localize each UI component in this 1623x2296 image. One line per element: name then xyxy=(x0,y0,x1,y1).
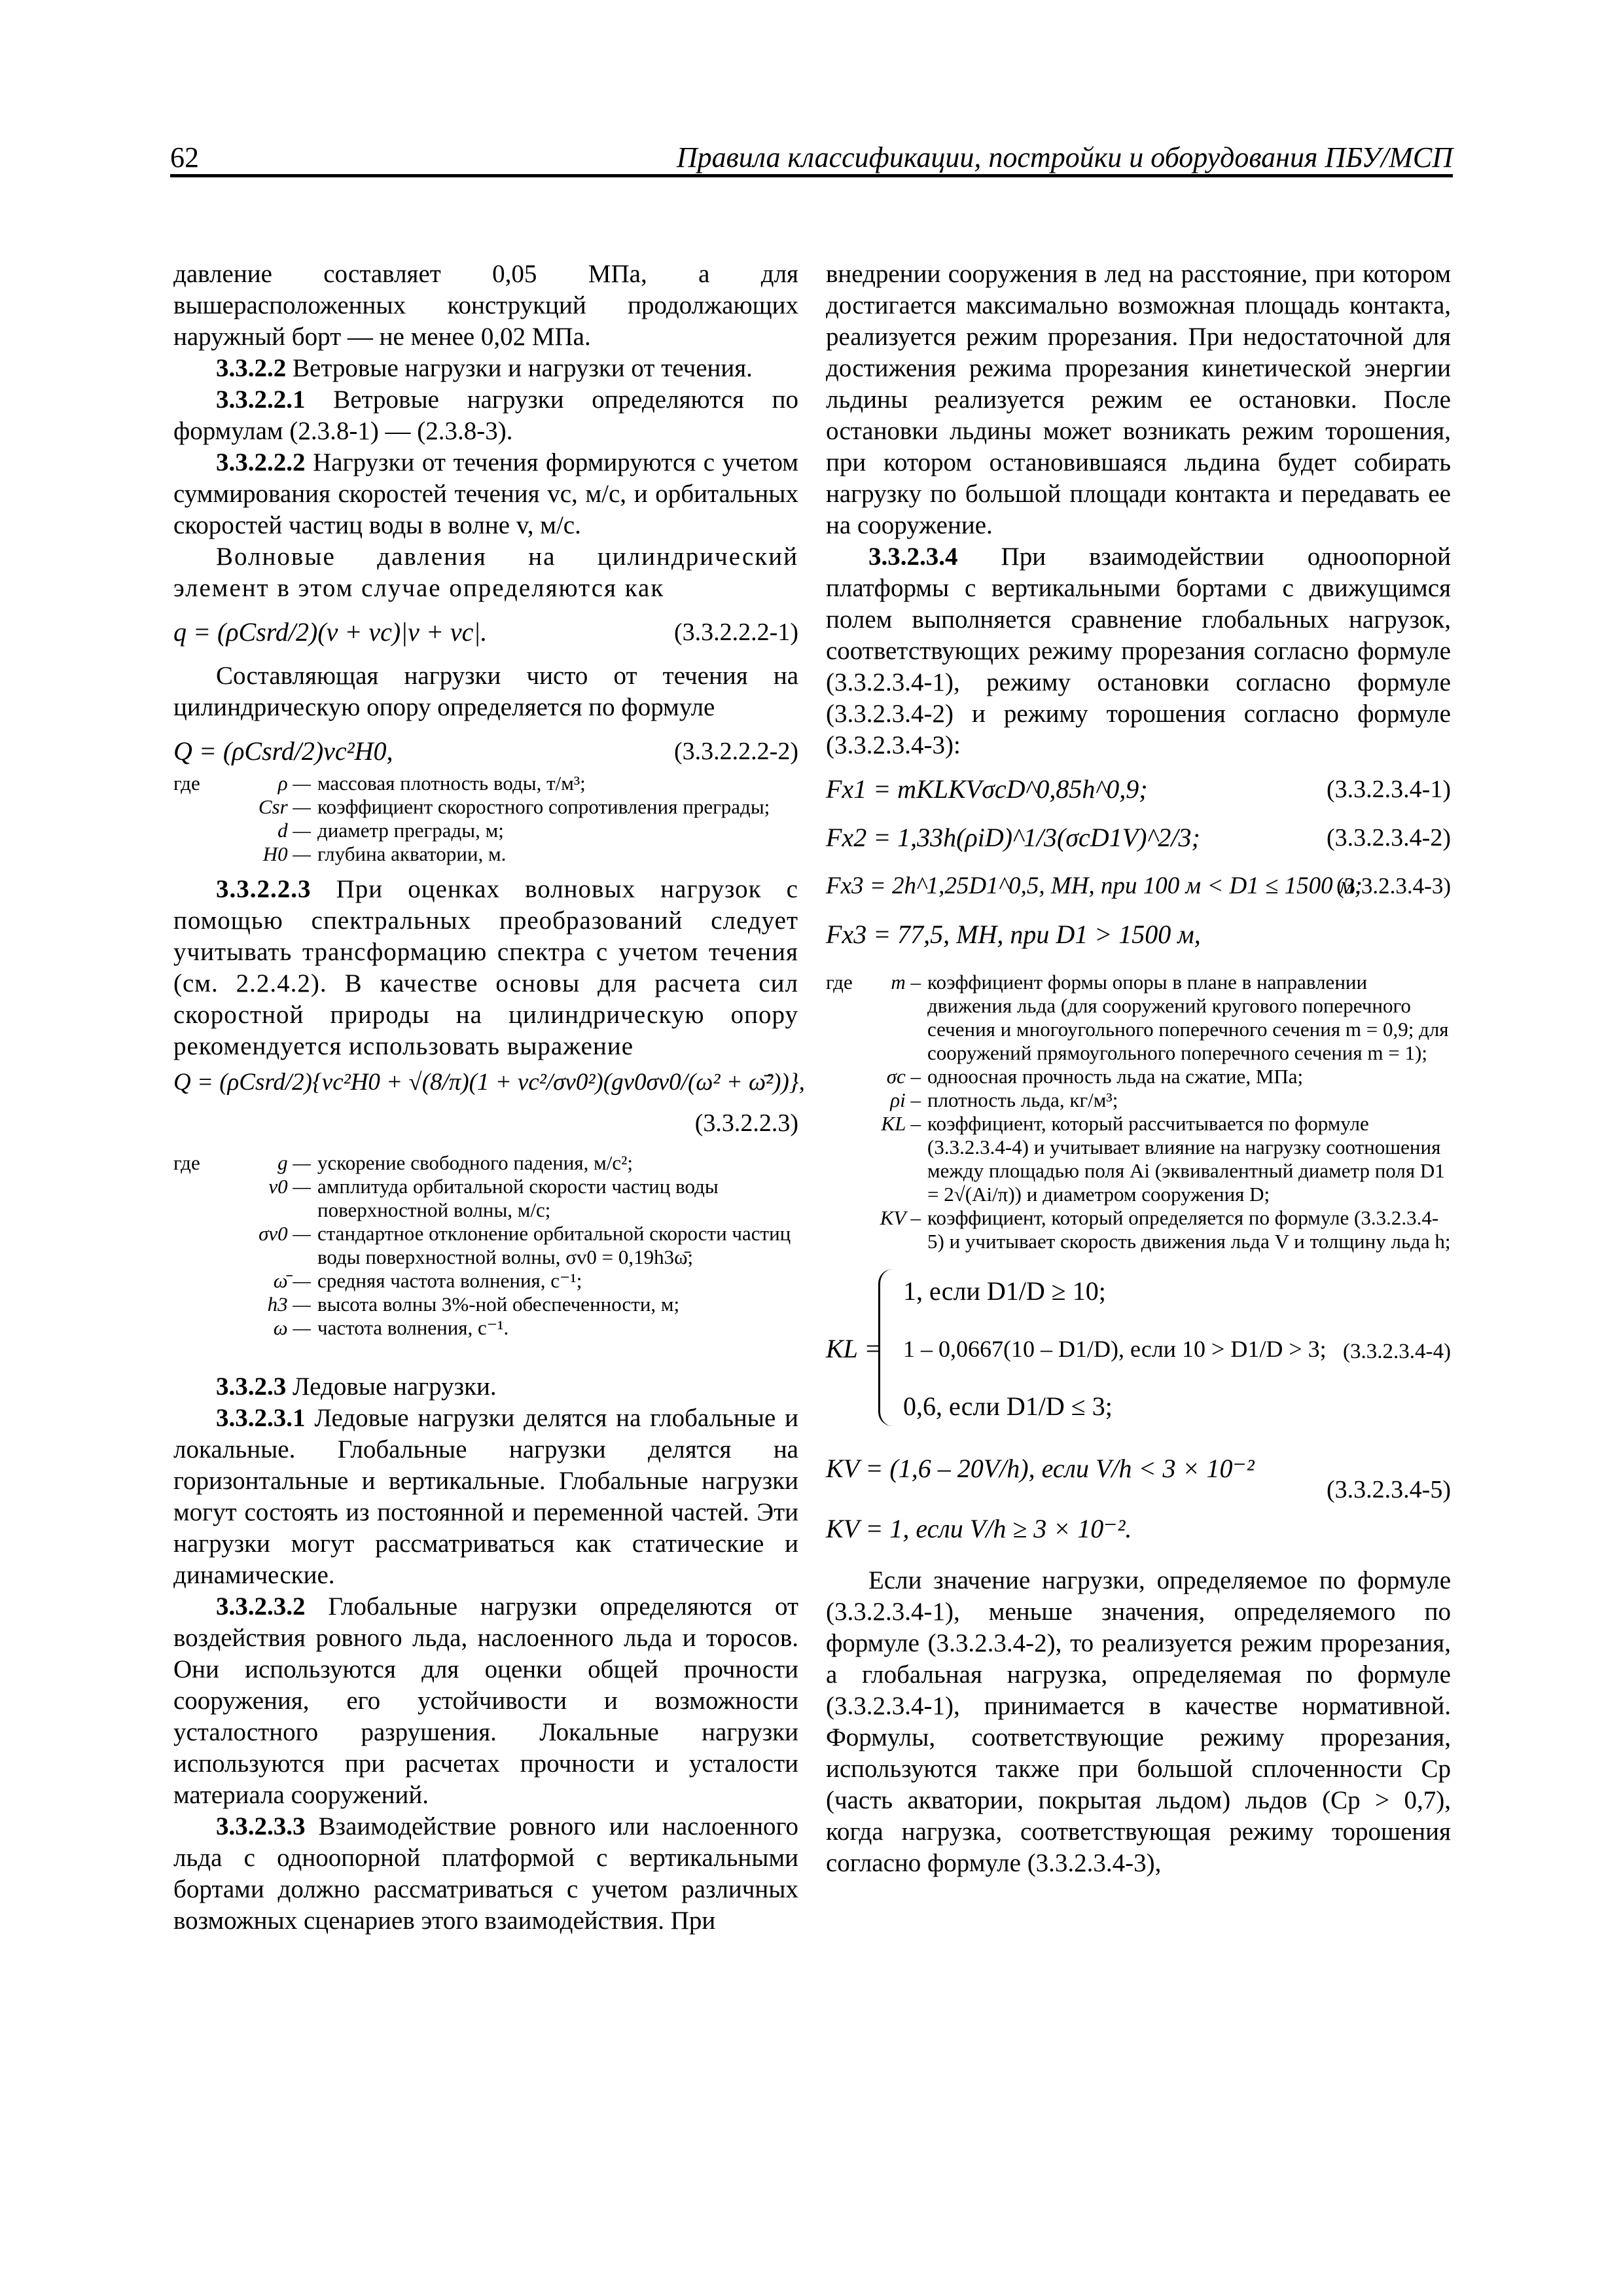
legend-item: Csr — коэффициент скоростного сопротивления преграды; xyxy=(258,795,770,818)
legend-item: m – коэффициент формы опоры в плане в направлении движения льда (для сооружений кругового поперечного сечения и многоугольного поперечного сечения m = 0,9; для сооружений прямоугольного поперечного сечения m = 1); xyxy=(891,971,1449,1064)
equation-3: Q = (ρCsrd/2){vc²H0 + √(8/π)(1 + vc²/σv0²)(gv0σv0/(ω² + ω̄²))}, xyxy=(173,1069,805,1096)
legend-list: где m – коэффициент формы опоры в плане в направлении движения льда (для сооружений кругового поперечного сечения и многоугольного поперечного сечения m = 0,9; для сооружений прямоугольного поперечного сечения m = 1); σc – одноосная прочность льда на сжатие, МПа; ρi – плотность льда, кг/м³; KL – коэффициент, который рассчитывается по формуле (3.3.2.3.4-4) и учитывает влияние на нагрузку соотношения между площадью поля Ai (эквивалентный диаметр поля D1 = 2√(Ai/π)) и диаметром сооружения D; KV – коэффициент, который определяется по формуле (3.3.2.3.4-5) и учитывает скорость движения льда V и толщину льда h; xyxy=(826,971,1451,1253)
legend-item: H0 — глубина акватории, м. xyxy=(262,842,507,865)
page-number: 62 xyxy=(170,141,199,173)
section-3-3-2-3-4: 3.3.2.3.4 При взаимодействии одноопорной платформы с вертикальными бортами с движущимся полем выполняется сравнение глобальных нагрузок, соответствующих режиму прорезания согласно формуле (3.3.2.3.4-1), режиму остановки согласно формуле (3.3.2.3.4-2) и режиму торошения согласно формуле (3.3.2.3.4-3): xyxy=(826,543,1451,759)
formula-kl: KL = 1, если D1/D ≥ 10; 1 – 0,0667(10 – D1/D), если 10 > D1/D > 3; 0,6, если D1/D ≤ 3; (3.3.2.3.4-4) xyxy=(826,1269,1451,1433)
legend-item: ω — частота волнения, с⁻¹. xyxy=(273,1316,509,1339)
paragraph: внедрении сооружения в лед на расстояние, при котором достигается максимально возможная площадь контакта, реализуется режим прорезания. При недостаточной для достижения режима прорезания кинетической энергии льдины реализуется режим ее остановки. После остановки льдины может возникать режим торошения, при котором остановившаяся льдина будет собирать нагрузку по большой площади контакта и передавать ее на сооружение. xyxy=(826,260,1451,539)
equation-number: (3.3.2.3.4-2) xyxy=(1327,824,1451,852)
curly-brace xyxy=(878,1269,896,1426)
legend-item: v0 — амплитуда орбитальной скорости частиц воды поверхностной волны, м/с; xyxy=(268,1175,719,1221)
equation-number: (3.3.2.3.4-4) xyxy=(1343,1340,1451,1363)
formula-kv-1: KV = (1,6 – 20V/h), если V/h < 3 × 10⁻² xyxy=(826,1454,1255,1483)
section-3-3-2-3: 3.3.2.3 Ледовые нагрузки. xyxy=(216,1372,497,1401)
equation-2: Q = (ρCsrd/2)vc²H0, (3.3.2.2.2-2) xyxy=(173,731,798,772)
paragraph: давление составляет 0,05 МПа, а для вышерасположенных конструкций продолжающих наружный борт — не менее 0,02 МПа. xyxy=(173,260,798,351)
legend-item: KV – коэффициент, который определяется по формуле (3.3.2.3.4-5) и учитывает скорость движения льда V и толщину льда h; xyxy=(880,1206,1451,1253)
legend-item: KL – коэффициент, который рассчитывается по формуле (3.3.2.3.4-4) и учитывает влияние на нагрузку соотношения между площадью поля Ai (эквивалентный диаметр поля D1 = 2√(Ai/π)) и диаметром сооружения D; xyxy=(881,1112,1445,1206)
case-line: 1 – 0,0667(10 – D1/D), если 10 > D1/D > 3; xyxy=(903,1336,1327,1362)
formula-fx3-large: Fx3 = 77,5, МН, при D1 > 1500 м, xyxy=(826,920,1201,949)
legend-item: g — ускорение свободного падения, м/с²; xyxy=(277,1151,633,1174)
section-3-3-2-2-1: 3.3.2.2.1 Ветровые нагрузки определяются по формулам (2.3.8-1) — (2.3.8-3). xyxy=(173,386,798,445)
legend-item: ρi – плотность льда, кг/м³; xyxy=(890,1088,1118,1111)
legend-item: ρ — массовая плотность воды, т/м³; xyxy=(277,772,586,795)
running-title: Правила классификации, постройки и оборудования ПБУ/МСП xyxy=(676,141,1453,173)
section-3-3-2-2-2: 3.3.2.2.2 Нагрузки от течения формируются с учетом суммирования скоростей течения vc, м/с, и орбитальных скоростей частиц воды в волне v, м/с. xyxy=(173,448,798,539)
right-column xyxy=(826,259,1451,1879)
paragraph: Волновые давления на цилиндрический элемент в этом случае определяются как xyxy=(173,543,798,602)
case-line: 0,6, если D1/D ≤ 3; xyxy=(903,1391,1113,1421)
legend-list: где ρ — массовая плотность воды, т/м³; Csr — коэффициент скоростного сопротивления преграды; d — диаметр преграды, м; H0 — глубина акватории, м. xyxy=(173,772,798,866)
formula-kv-number xyxy=(826,1476,1451,1509)
formula-fx3: Fx3 = 2h^1,25D1^0,5, МН, при 100 м < D1 ≤ 1500 м; (3.3.2.3.4-3) xyxy=(826,866,1451,906)
legend-item: σv0 — стандартное отклонение орбитальной скорости частиц воды поверхностной волны, σv0 = 0,19h3ω̄; xyxy=(259,1222,791,1268)
legend-item: d — диаметр преграды, м; xyxy=(277,819,504,842)
equation-number: (3.3.2.3.4-3) xyxy=(1336,873,1451,899)
equation-1: q = (ρCsrd/2)(v + vc)|v + vc|. (3.3.2.2.2-1) xyxy=(173,612,798,653)
case-line: 1, если D1/D ≥ 10; xyxy=(903,1276,1106,1306)
section-3-3-2-2-3: 3.3.2.2.3 При оценках волновых нагрузок с помощью спектральных преобразований следует учитывать трансформацию спектра с учетом течения (см. 2.2.4.2). В качестве основы для расчета сил скоростной природы на цилиндрическую опору рекомендуется использовать выражение xyxy=(173,875,798,1060)
legend-item: h3 — высота волны 3%-ной обеспеченности, м; xyxy=(267,1293,680,1316)
formula-kv-2: KV = 1, если V/h ≥ 3 × 10⁻². xyxy=(826,1514,1132,1543)
equation-number: (3.3.2.3.4-5) xyxy=(1327,1476,1451,1503)
legend-item: ω̄ — средняя частота волнения, с⁻¹; xyxy=(273,1269,582,1292)
section-3-3-2-3-1: 3.3.2.3.1 Ледовые нагрузки делятся на глобальные и локальные. Глобальные нагрузки делятся на горизонтальные и вертикальные. Глобальные нагрузки могут состоять из постоянной и переменной частей. Эти нагрузки могут рассматриваться как статические и динамические. xyxy=(173,1404,798,1589)
section-3-3-2-2: 3.3.2.2 Ветровые нагрузки и нагрузки от течения. xyxy=(216,354,753,382)
formula-fx2: Fx2 = 1,33h(ρiD)^1/3(σcD1V)^2/3; (3.3.2.3.4-2) xyxy=(826,817,1451,858)
equation-number: (3.3.2.2.2-1) xyxy=(674,619,798,646)
equation-number: (3.3.2.3.4-1) xyxy=(1327,776,1451,803)
equation-number: (3.3.2.2.3) xyxy=(694,1109,798,1137)
left-column xyxy=(173,259,805,1937)
section-3-3-2-3-2: 3.3.2.3.2 Глобальные нагрузки определяются от воздействия ровного льда, наслоенного льда и торосов. Они используются для оценки общей прочности сооружения, его устойчивости и возможности усталостного разрушения. Локальные нагрузки используются при расчетах прочности и усталости материала сооружений. xyxy=(173,1592,798,1809)
header-rule xyxy=(170,174,1453,177)
legend-item: σc – одноосная прочность льда на сжатие, МПа; xyxy=(886,1065,1304,1088)
section-3-3-2-3-3: 3.3.2.3.3 Взаимодействие ровного или наслоенного льда с одноопорной платформой с вертикальными бортами должно рассматриваться с учетом различных возможных сценариев этого взаимодействия. При xyxy=(173,1812,798,1935)
paragraph: Составляющая нагрузки чисто от течения на цилиндрическую опору определяется по формуле xyxy=(173,662,798,721)
equation-3-number-row xyxy=(173,1103,798,1143)
equation-number: (3.3.2.2.2-2) xyxy=(674,738,798,765)
paragraph: Если значение нагрузки, определяемое по формуле (3.3.2.3.4-1), меньше значения, определяемого по формуле (3.3.2.3.4-2), то реализуется режим прорезания, а глобальная нагрузка, определяемая по формуле (3.3.2.3.4-1), принимается в качестве нормативной. Формулы, соответствующие режиму прорезания, используются также при большой сплоченности Cp (часть акватории, покрытая льдом) льдов (Cp > 0,7), когда нагрузка, соответствующая режиму торошения согласно формуле (3.3.2.3.4-3), xyxy=(826,1566,1451,1877)
legend-list: где g — ускорение свободного падения, м/с²; v0 — амплитуда орбитальной скорости частиц воды поверхностной волны, м/с; σv0 — стандартное отклонение орбитальной скорости частиц воды поверхностной волны, σv0 = 0,19h3ω̄; ω̄ — средняя частота волнения, с⁻¹; h3 — высота волны 3%-ной обеспеченности, м; ω — частота волнения, с⁻¹. xyxy=(173,1151,798,1340)
formula-fx1: Fx1 = mKLKVσcD^0,85h^0,9; (3.3.2.3.4-1) xyxy=(826,769,1451,810)
